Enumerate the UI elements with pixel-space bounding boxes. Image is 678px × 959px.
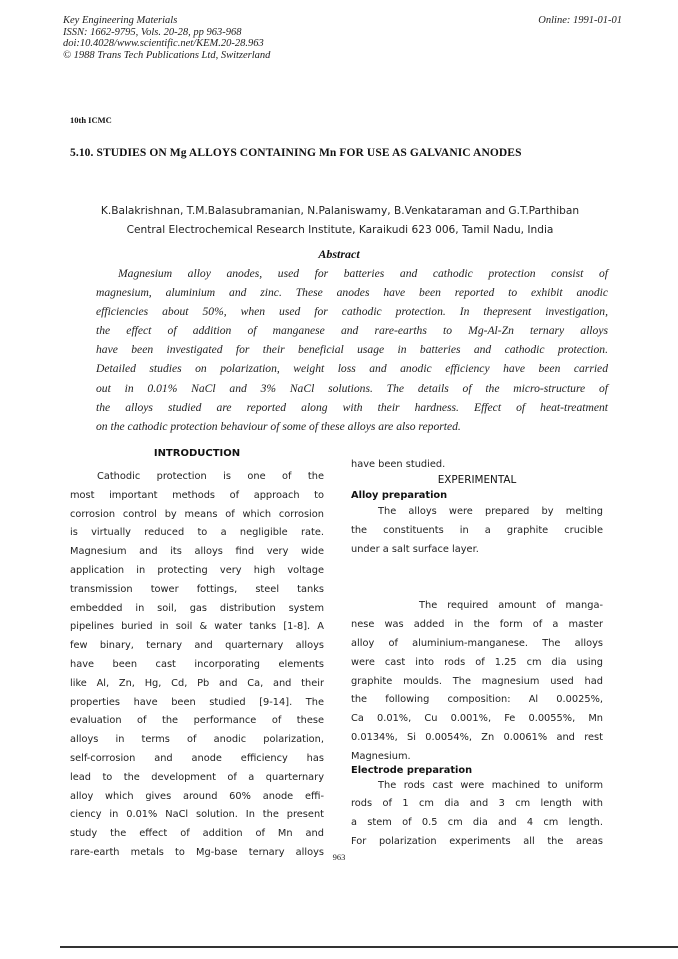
- author-affiliation: Central Electrochemical Research Institute, Karaikudi 623 006, Tamil Nadu, India: [126, 224, 554, 236]
- abstract-line: the effect of addition of manganese and rare-earths to Mg-Al-Zn ternary alloys: [96, 324, 608, 338]
- abstract-line: out in 0.01% NaCl and 3% NaCl solutions. The details of the micro-structure of: [96, 381, 608, 395]
- left-column: [70, 448, 324, 863]
- composition-line: alloy of aluminium-manganese. The alloys: [351, 637, 603, 649]
- intro-line: self-corrosion and anode efficiency has: [70, 752, 324, 764]
- author-names: K.Balakrishnan, T.M.Balasubramanian, N.Palaniswamy, B.Venkataraman and G.T.Parthiban: [100, 205, 580, 217]
- author-block: [60, 202, 620, 240]
- experimental-heading: EXPERIMENTAL: [437, 474, 517, 486]
- intro-line: evaluation of the performance of these: [70, 715, 324, 727]
- intro-line: study the effect of addition of Mn and: [70, 828, 324, 840]
- copyright-line: © 1988 Trans Tech Publications Ltd, Switzerland: [63, 49, 271, 61]
- paper-title: 5.10. STUDIES ON Mg ALLOYS CONTAINING Mn FOR USE AS GALVANIC ANODES: [70, 147, 522, 159]
- abstract-heading: Abstract: [318, 247, 360, 261]
- intro-line: rare-earth metals to Mg-base ternary alloys: [70, 846, 324, 858]
- intro-line: Magnesium and its alloys find very wide: [70, 546, 324, 558]
- composition-line: Magnesium.: [351, 750, 411, 762]
- journal-name: Key Engineering Materials: [63, 15, 178, 26]
- intro-continuation: have been studied.: [351, 459, 446, 470]
- abstract-line: the alloys studied are reported along with their hardness. Effect of heat-treatment: [96, 400, 608, 414]
- intro-line: properties have been studied [9-14]. The: [70, 696, 324, 708]
- intro-line: have been cast incorporating elements: [70, 658, 324, 670]
- intro-line: pipelines buried in soil & water tanks [1-8]. A: [70, 621, 324, 633]
- intro-line: alloy which gives around 60% anode effi-: [70, 790, 324, 802]
- intro-line: ciency in 0.01% NaCl solution. In the present: [70, 809, 324, 821]
- electrode-line: rods of 1 cm dia and 3 cm length with: [351, 798, 603, 810]
- online-date: Online: 1991-01-01: [538, 15, 622, 26]
- issn-line: ISSN: 1662-9795, Vols. 20-28, pp 963-968: [63, 26, 242, 38]
- intro-line: Cathodic protection is one of the: [97, 471, 324, 482]
- intro-line: is virtually reduced to a negligible rate.: [70, 527, 324, 539]
- electrode-line: a stem of 0.5 cm dia and 4 cm length.: [351, 817, 603, 829]
- introduction-heading: INTRODUCTION: [153, 448, 241, 459]
- citation-header: [63, 15, 423, 61]
- alloy-line: the constituents in a graphite crucible: [351, 524, 603, 536]
- abstract-body: [96, 264, 608, 436]
- abstract-line: on the cathodic protection behaviour of some of these alloys are also reported.: [96, 419, 461, 433]
- column-gap: [351, 559, 603, 597]
- intro-line: like Al, Zn, Hg, Cd, Pb and Ca, and their: [70, 677, 324, 689]
- abstract-line: efficiencies about 50%, when used for cathodic protection. In thepresent investigation,: [96, 305, 608, 319]
- composition-line: graphite moulds. The magnesium used had: [351, 675, 603, 687]
- composition-line: 0.0134%, Si 0.0054%, Zn 0.0061% and rest: [351, 731, 603, 743]
- abstract-line: magnesium, aluminium and zinc. These anodes have been reported to exhibit anodic: [96, 286, 608, 300]
- abstract-line: have been investigated for their beneficial usage in batteries and cathodic protection.: [96, 343, 608, 357]
- composition-line: were cast into rods of 1.25 cm dia using: [351, 656, 603, 668]
- intro-line: corrosion control by means of which corrosion: [70, 508, 324, 520]
- doi-line[interactable]: doi:10.4028/www.scientific.net/KEM.20-28.963: [63, 38, 264, 49]
- right-column: [351, 458, 603, 852]
- alloy-line: under a salt surface layer.: [351, 543, 479, 555]
- alloy-preparation-heading: Alloy preparation: [351, 490, 448, 501]
- composition-line: the following composition: Al 0.0025%,: [351, 694, 603, 706]
- alloy-line: The alloys were prepared by melting: [378, 506, 603, 517]
- abstract-line: Magnesium alloy anodes, used for batteries and cathodic protection consist of: [118, 267, 608, 280]
- intro-line: embedded in soil, gas distribution system: [70, 602, 324, 614]
- conference-label: 10th ICMC: [70, 115, 112, 125]
- abstract-line: Detailed studies on polarization, weight loss and anodic efficiency have been carried: [96, 362, 608, 376]
- footer-rule: [60, 946, 678, 948]
- intro-line: transmission tower fottings, steel tanks: [70, 583, 324, 595]
- composition-line: nese was added in the form of a master: [351, 619, 603, 631]
- composition-line: The required amount of manga-: [419, 600, 603, 612]
- electrode-preparation-heading: Electrode preparation: [351, 764, 473, 776]
- intro-line: few binary, ternary and quarternary alloys: [70, 640, 324, 652]
- page-number: 963: [332, 852, 346, 862]
- composition-line: Ca 0.01%, Cu 0.001%, Fe 0.0055%, Mn: [351, 713, 603, 725]
- intro-line: lead to the development of a quarternary: [70, 771, 324, 783]
- intro-line: application in protecting very high voltage: [70, 564, 324, 576]
- electrode-line: The rods cast were machined to uniform: [378, 779, 603, 791]
- intro-line: most important methods of approach to: [70, 489, 324, 501]
- electrode-line: For polarization experiments all the areas: [351, 835, 603, 847]
- intro-line: alloys in terms of anodic polarization,: [70, 734, 324, 746]
